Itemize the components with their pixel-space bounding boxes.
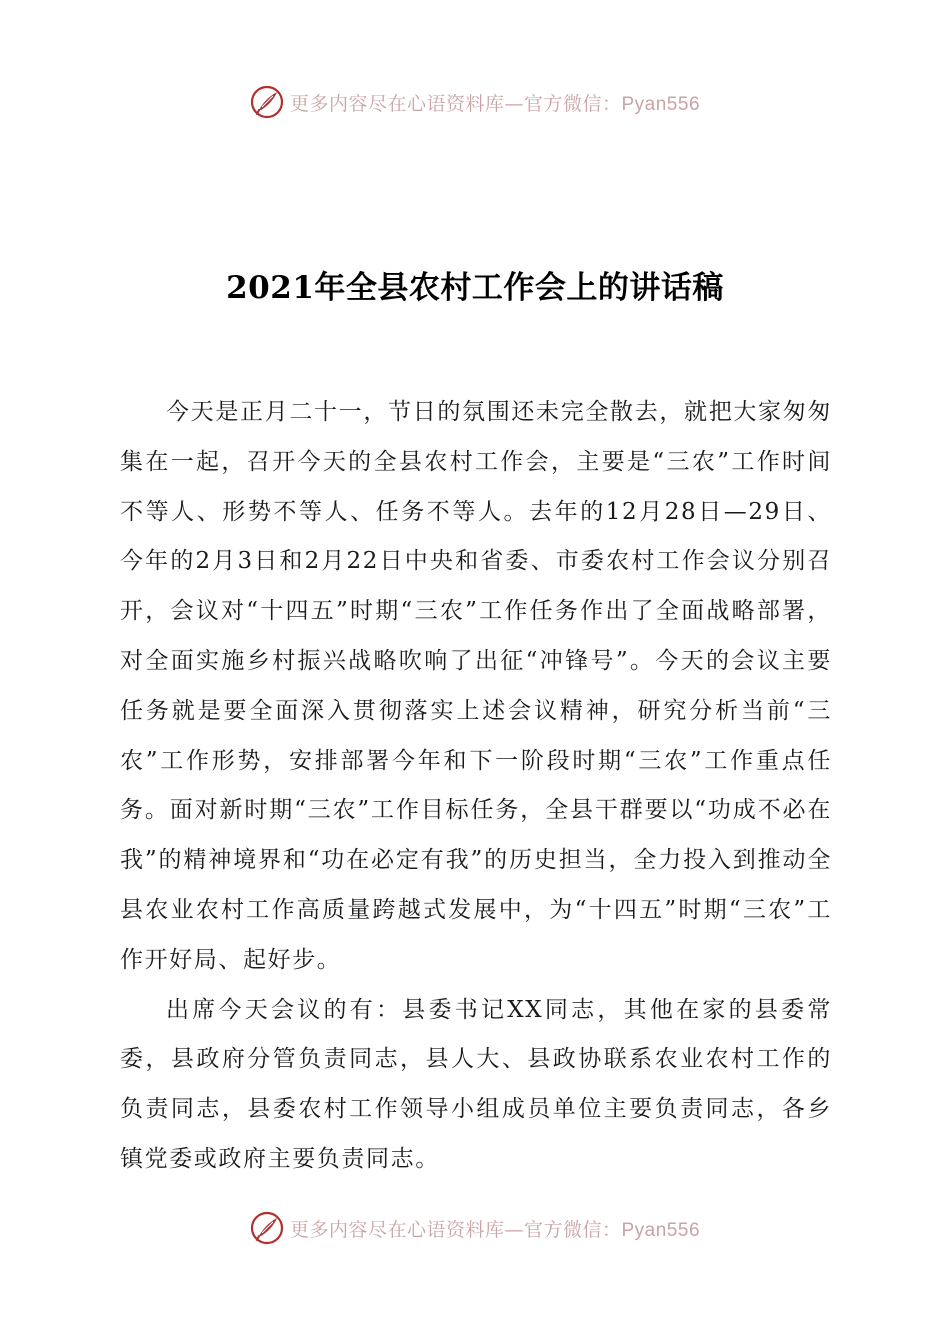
document-body (120, 388, 832, 1185)
paragraph: 出席今天会议的有：县委书记XX同志，其他在家的县委常委，县政府分管负责同志，县人大、县政协联系农业农村工作的负责同志，县委农村工作领导小组成员单位主要负责同志，各乡镇党委或政府主要负责同志。 (120, 996, 832, 1172)
footer-banner (0, 1208, 950, 1248)
header-banner-text: 更多内容尽在心语资料库—官方微信：Pyan556 (289, 92, 701, 115)
document-title: 2021年全县农村工作会上的讲话稿 (226, 270, 724, 306)
header-banner (0, 82, 950, 122)
quill-pen-logo-icon (250, 85, 284, 119)
paragraph: 今天是正月二十一，节日的氛围还未完全散去，就把大家匆匆集在一起，召开今天的全县农村工作会，主要是“三农”工作时间不等人、形势不等人、任务不等人。去年的12月28日—29日、今年的2月3日和2月22日中央和省委、市委农村工作会议分别召开，会议对“十四五”时期“三农”工作任务作出了全面战略部署，对全面实施乡村振兴战略吹响了出征“冲锋号”。今天的会议主要任务就是要全面深入贯彻落实上述会议精神，研究分析当前“三农”工作形势，安排部署今年和下一阶段时期“三农”工作重点任务。面对新时期“三农”工作目标任务，全县干群要以“功成不必在我”的精神境界和“功在必定有我”的历史担当，全力投入到推动全县农业农村工作高质量跨越式发展中，为“十四五”时期“三农”工作开好局、起好步。 (120, 399, 832, 973)
footer-banner-text: 更多内容尽在心语资料库—官方微信：Pyan556 (289, 1218, 701, 1241)
quill-pen-logo-icon (250, 1211, 284, 1245)
header-wechat-id: Pyan556 (621, 93, 701, 115)
footer-wechat-id: Pyan556 (621, 1219, 701, 1241)
